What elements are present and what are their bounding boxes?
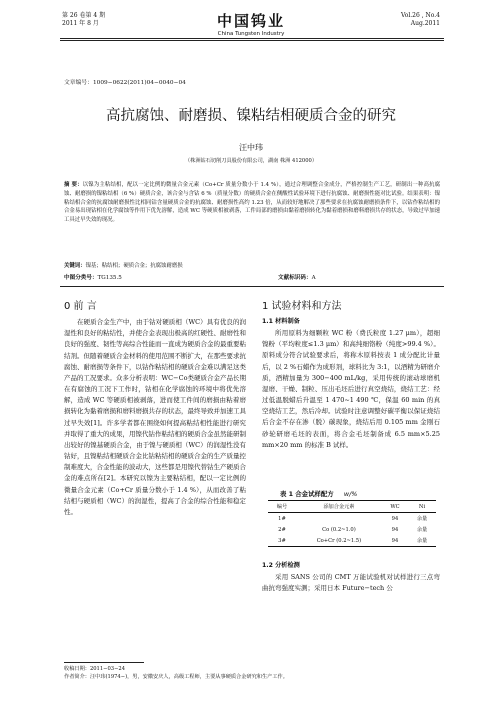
volume-en: Vol.26 , No.4 xyxy=(400,12,440,19)
abstract-rule xyxy=(60,286,444,287)
author-affiliation: （株洲钻石切削刀具股份有限公司，湖南 株洲 412000） xyxy=(184,158,318,164)
table-header-cell: Ni xyxy=(408,501,436,513)
table-cell xyxy=(296,513,382,525)
analysis-paragraph: 采用 SANS 公司的 CMT 万能试验机对试样进行三点弯曲抗弯强度实测；采用日本 Future−tech 公 xyxy=(262,573,440,593)
subsection-1-2-heading: 1.2 分析检测 xyxy=(262,562,300,569)
subsection-1-1-heading: 1.1 材料制备 xyxy=(262,318,300,325)
document-code-label: 文献标识码： xyxy=(278,275,312,281)
table-cell: 1# xyxy=(278,515,286,522)
header-right xyxy=(401,12,440,28)
journal-name-en: China Tungsten Industry xyxy=(217,31,285,37)
received-date: 收稿日期：2011−03−24 xyxy=(64,666,126,672)
table-cell: 3# xyxy=(268,535,296,547)
classification-value: TG135.5 xyxy=(97,275,122,281)
header-rule xyxy=(60,38,444,39)
table-row xyxy=(268,535,436,547)
materials-paragraph: 所用原料为细颗粒 WC 粉（费氏粒度 1.27 μm），超细镍粉（平均粒度≤1.3 μm）和高纯细铬粉（纯度>99.4 %）。原料成分符合试验要求后，将称木原料按表 1 成分配比计量后，以 2 %石蜡作为成形剂，球料比为 3:1，以酒精为研磨介质，酒精加量为 300−400 mL/kg，采用传统的滚动球磨机湿磨、干燥、制粒、压出毛坯后进行真空烧结，烧结工艺：经过低温脱蜡后升温至 1 470~1 490 ℃，保温 60 min 的真空烧结工艺，然后冷却。试验时注意调整好碳平衡以保证烧结后合金不存在渗（脱）碳现象，烧结后用 0.105 mm 金刚石砂轮研磨毛坯的表面，将合金毛坯制备成 6.5 mm×5.25 mm×20 mm 的标准 B 试样。 xyxy=(262,329,440,449)
footnote-rule xyxy=(64,662,144,663)
table-cell: Co (0.2~1.0) xyxy=(322,526,356,533)
table-1 xyxy=(268,500,436,547)
table-caption-text: 表 1 合金试样配方 xyxy=(280,490,334,498)
issue-date: 2011 年 8 月 xyxy=(62,20,99,28)
table-cell: 94 xyxy=(391,526,399,533)
table-cell: 94 xyxy=(391,515,399,522)
document-code-value: A xyxy=(311,275,316,281)
classification-number xyxy=(64,273,122,281)
abstract-text: 以镍为主粘结相，配以一定比例的微量合金元素（Co+Cr 质量分数小于 1.4 %），通过合理调整合金成分，严格控制生产工艺，研制出一种高抗腐蚀、耐磨损的镍粘结相（6 %）硬质合金，该合金与含钴 6 %（质量分数）的硬质合金在侧酸性试验环境下进行抗腐蚀、耐磨损性能对比试验。结果表明：镍粘结相合金的抗腐蚀耐磨损性比相同钴含量硬质合金的抗腐蚀、耐磨损性高约 1.23 倍，从而较好地解决了那些要求在抗腐蚀耐磨损条件下，以钴作粘结相的合金易出现钴相在化学腐蚀等作用下优先溶解，造成 WC 等硬质相被剥落，工件局部的磨损由黏着磨损转化为黏着磨损和磨料磨损共存的状态，导致过早加速工具过早失效的现况。 xyxy=(64,182,440,223)
keywords xyxy=(64,261,183,269)
article-number: 文章编号：1009−0622(2011)04−0040−04 xyxy=(64,80,186,86)
table-row xyxy=(268,524,436,535)
author-bio: 作者简介：汪中玮(1974−)，男，安徽安庆人，高级工程师，主要从事硬质合金研究和生产工作。 xyxy=(64,674,288,681)
table-header-cell: WC xyxy=(382,501,408,513)
journal-logo: 中国钨业 xyxy=(216,12,285,30)
paper-title: 高抗腐蚀、耐磨损、镍粘结相硬质合金的研究 xyxy=(106,108,396,124)
volume-issue: 第 26 卷第 4 期 xyxy=(62,12,106,19)
abstract-label: 摘 要： xyxy=(64,182,83,188)
table-header-cell: 编号 xyxy=(268,501,296,513)
classification-label: 中图分类号： xyxy=(64,275,98,281)
table-cell: 余量 xyxy=(416,527,428,533)
left-column xyxy=(64,317,246,518)
abstract xyxy=(64,181,440,225)
table-unit: w/% xyxy=(343,490,358,498)
table-cell: Co+Cr (0.2~1.5) xyxy=(296,535,382,547)
footnote xyxy=(64,665,288,682)
materials-text xyxy=(262,328,440,451)
document-code xyxy=(278,273,316,281)
section-1-heading: 1 试验材料和方法 xyxy=(262,301,342,312)
header-rule-thin xyxy=(60,40,444,41)
keywords-label: 关键词： xyxy=(64,263,86,269)
intro-paragraph: 在硬质合金生产中，由于钴对硬质相（WC）具有优良的润湿性和良好的粘结性，并使合金表现出极高的红硬性、耐磨性和良好的强度、韧性等高综合性能而一直成为硬质合金的最重要粘结剂。但随着硬质合金材料的使用范围不断扩大，在那些要求抗腐蚀、耐磨损等条件下，以钴作粘结相的硬质合金难以满足这类产品的工况要求。众多分析表明：WC−Co类硬质合金产品长期在有腐蚀的工况下工作时，钴相在化学腐蚀的环境中将优先溶解，造成 WC 等硬质相被剥落，进而使工件间的磨损由粘着磨损转化为黏着磨损和磨料磨损共存的状态，最终导致并加速工具过早失效[1]。许多学者都在围绕如何提高粘结相性能进行研究并取得了重大的成果，用镍代钴作粘结相的硬质合金虽然能研制出较好的镍基硬质合金，由于镍与硬质相（WC）的润湿性没有钴好，且镍粘结相硬质合金比钴粘结相的硬质合金的生产质量控制难度大，合金性能的波动大，这些都是用镍代替钴生产硬质合金的难点所在[2]。本研究以镍为主要粘结相，配以一定比例的微量合金元素（Co+Cr 质量分数小于 1.4 %），从而改善了粘结相与硬质相（WC）的润湿性，提高了合金的综合性能和稳定性。 xyxy=(64,318,246,516)
date-en: Aug.2011 xyxy=(410,20,440,28)
table-row xyxy=(268,513,436,525)
author-name: 汪中玮 xyxy=(239,143,263,152)
table-cell: 94 xyxy=(382,535,408,547)
section-0-heading: 0 前 言 xyxy=(64,301,97,312)
table-cell: 2# xyxy=(278,526,286,533)
table-1-caption xyxy=(280,489,357,498)
table-header-cell: 添加合金元素 xyxy=(296,501,382,513)
keywords-text: 镍基；粘结相；硬质合金；抗腐蚀耐磨损 xyxy=(85,263,183,269)
table-header-row xyxy=(268,501,436,513)
table-cell: 余量 xyxy=(408,535,436,547)
analysis-text xyxy=(262,572,440,594)
table-cell: 余量 xyxy=(416,516,428,522)
